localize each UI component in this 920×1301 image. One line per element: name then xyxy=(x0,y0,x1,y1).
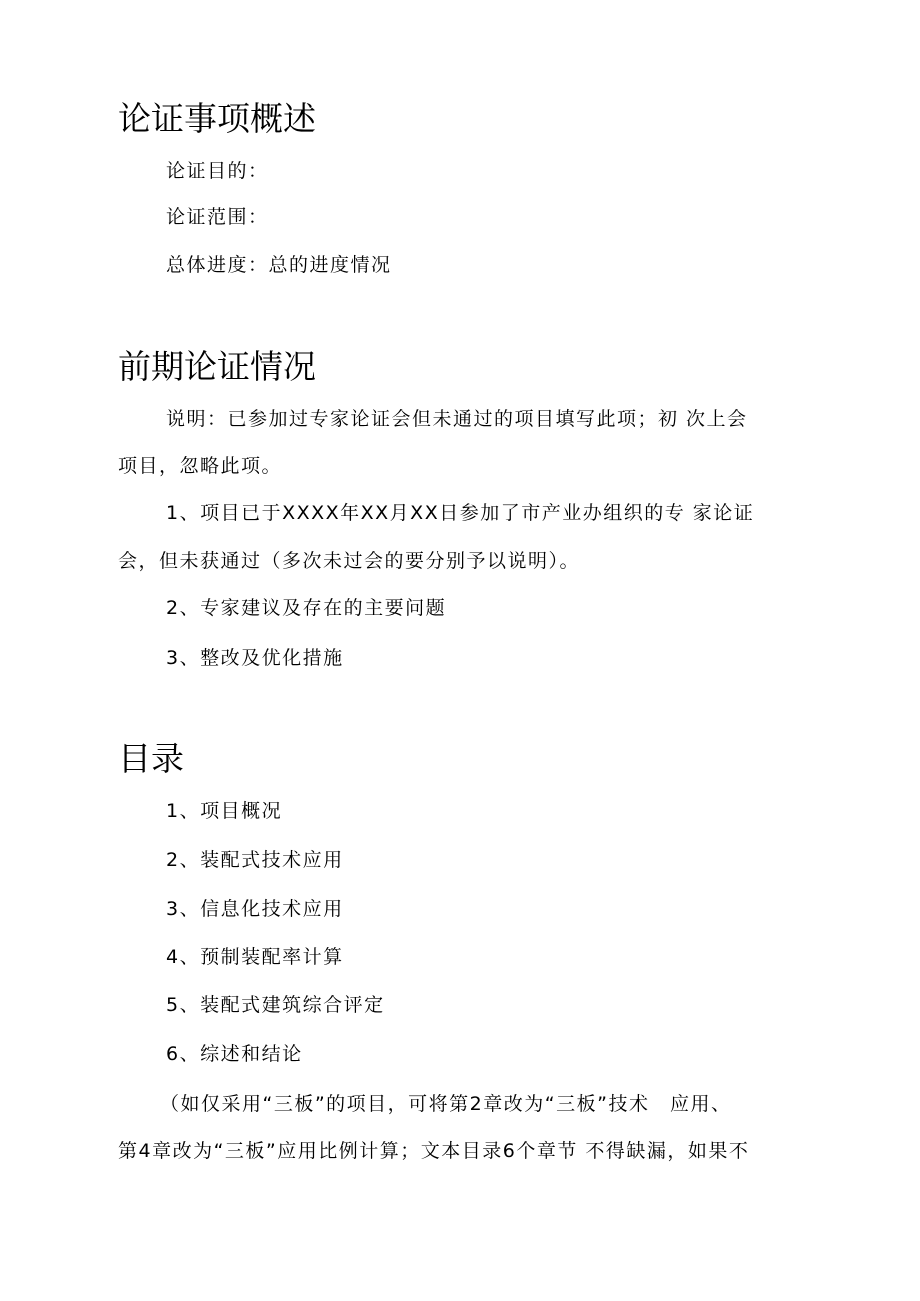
toc-item-1: 1、项目概况 xyxy=(166,800,283,822)
prior-review-note-line1: 说明：已参加过专家论证会但未通过的项目填写此项；初 次上会 xyxy=(166,408,748,430)
overview-scope: 论证范围： xyxy=(166,206,269,228)
toc-item-4: 4、预制装配率计算 xyxy=(166,946,344,968)
overview-progress: 总体进度：总的进度情况 xyxy=(166,254,392,276)
section-heading-prior-review: 前期论证情况 xyxy=(118,347,316,386)
prior-review-item2: 2、专家建议及存在的主要问题 xyxy=(166,597,447,619)
section-heading-toc: 目录 xyxy=(118,739,184,778)
toc-item-2: 2、装配式技术应用 xyxy=(166,849,344,871)
overview-purpose: 论证目的： xyxy=(166,160,269,182)
toc-item-6: 6、综述和结论 xyxy=(166,1043,303,1065)
toc-note-line1: （如仅采用“三板”的项目，可将第2章改为“三板”技术 应用、 xyxy=(160,1093,732,1115)
prior-review-note-line2: 项目，忽略此项。 xyxy=(118,455,283,477)
toc-note-line2: 第4章改为“三板”应用比例计算；文本目录6个章节 不得缺漏，如果不 xyxy=(118,1140,750,1162)
toc-item-5: 5、装配式建筑综合评定 xyxy=(166,994,385,1016)
prior-review-item1-line1: 1、项目已于XXXX年XX月XX日参加了市产业办组织的专 家论证 xyxy=(166,502,755,524)
toc-item-3: 3、信息化技术应用 xyxy=(166,898,344,920)
prior-review-item3: 3、整改及优化措施 xyxy=(166,647,344,669)
section-heading-overview: 论证事项概述 xyxy=(118,99,316,138)
prior-review-item1-line2: 会，但未获通过（多次未过会的要分别予以说明）。 xyxy=(118,550,581,572)
